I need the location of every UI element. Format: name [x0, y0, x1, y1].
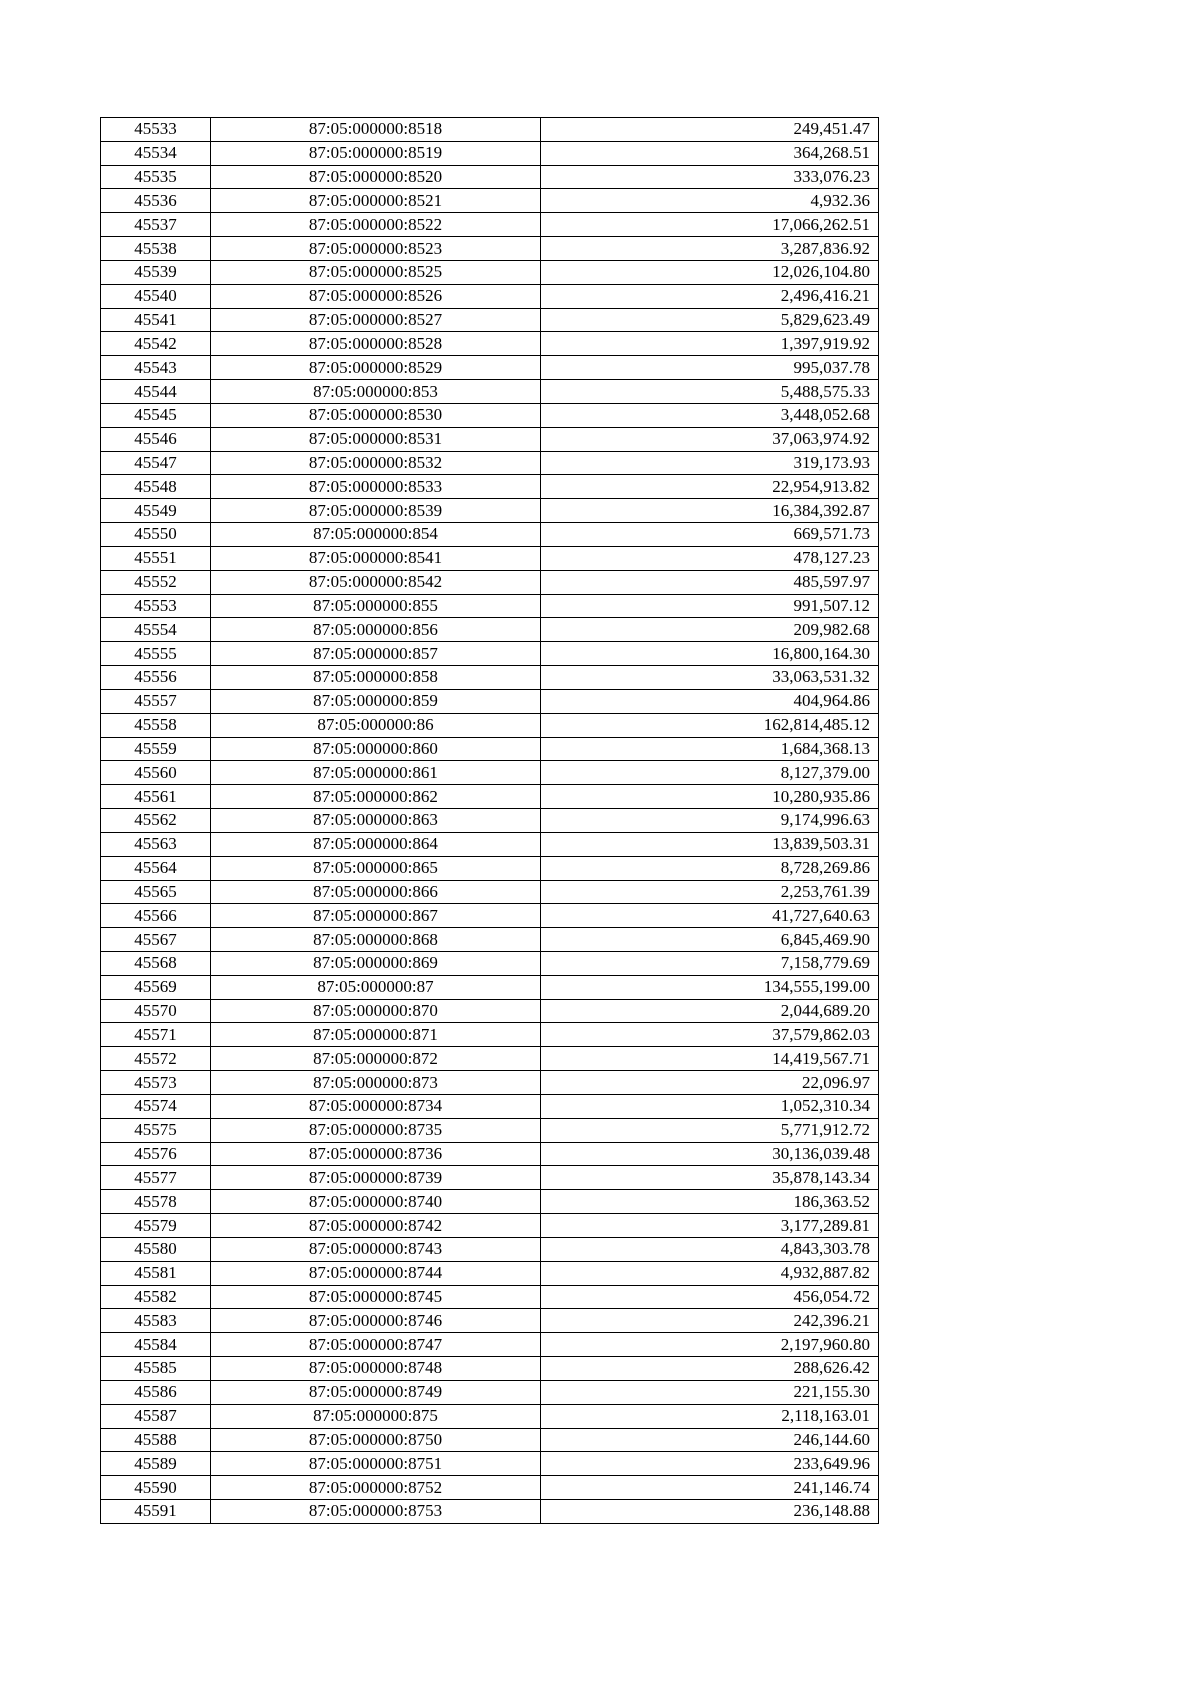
value-cell: 246,144.60 [541, 1428, 879, 1452]
cadastral-number-cell: 87:05:000000:8747 [211, 1333, 541, 1357]
row-number-cell: 45580 [101, 1237, 211, 1261]
table-row [101, 1047, 879, 1071]
row-number-cell: 45544 [101, 380, 211, 404]
row-number-cell: 45566 [101, 904, 211, 928]
cadastral-number-cell: 87:05:000000:8753 [211, 1500, 541, 1524]
cadastral-number-cell: 87:05:000000:8521 [211, 189, 541, 213]
cadastral-number-cell: 87:05:000000:8746 [211, 1309, 541, 1333]
row-number-cell: 45585 [101, 1357, 211, 1381]
value-cell: 3,448,052.68 [541, 403, 879, 427]
cadastral-number-cell: 87:05:000000:8525 [211, 260, 541, 284]
cadastral-number-cell: 87:05:000000:8539 [211, 499, 541, 523]
row-number-cell: 45582 [101, 1285, 211, 1309]
value-cell: 22,096.97 [541, 1071, 879, 1095]
cadastral-number-cell: 87:05:000000:8530 [211, 403, 541, 427]
value-cell: 5,829,623.49 [541, 308, 879, 332]
value-cell: 162,814,485.12 [541, 713, 879, 737]
table-row [101, 1333, 879, 1357]
row-number-cell: 45563 [101, 832, 211, 856]
cadastral-number-cell: 87:05:000000:87 [211, 975, 541, 999]
row-number-cell: 45552 [101, 570, 211, 594]
cadastral-number-cell: 87:05:000000:861 [211, 761, 541, 785]
value-cell: 4,843,303.78 [541, 1237, 879, 1261]
cadastral-number-cell: 87:05:000000:864 [211, 832, 541, 856]
row-number-cell: 45557 [101, 689, 211, 713]
table-row [101, 1357, 879, 1381]
row-number-cell: 45546 [101, 427, 211, 451]
table-row [101, 1500, 879, 1524]
row-number-cell: 45549 [101, 499, 211, 523]
value-cell: 404,964.86 [541, 689, 879, 713]
row-number-cell: 45578 [101, 1190, 211, 1214]
row-number-cell: 45547 [101, 451, 211, 475]
row-number-cell: 45589 [101, 1452, 211, 1476]
value-cell: 7,158,779.69 [541, 951, 879, 975]
cadastral-number-cell: 87:05:000000:8734 [211, 1094, 541, 1118]
table-row [101, 427, 879, 451]
value-cell: 456,054.72 [541, 1285, 879, 1309]
value-cell: 991,507.12 [541, 594, 879, 618]
row-number-cell: 45539 [101, 260, 211, 284]
row-number-cell: 45583 [101, 1309, 211, 1333]
row-number-cell: 45550 [101, 523, 211, 547]
cadastral-number-cell: 87:05:000000:875 [211, 1404, 541, 1428]
cadastral-number-cell: 87:05:000000:8749 [211, 1380, 541, 1404]
table-row [101, 1237, 879, 1261]
table-row [101, 1428, 879, 1452]
cadastral-number-cell: 87:05:000000:8744 [211, 1261, 541, 1285]
cadastral-number-cell: 87:05:000000:8519 [211, 141, 541, 165]
table-row [101, 356, 879, 380]
value-cell: 669,571.73 [541, 523, 879, 547]
cadastral-number-cell: 87:05:000000:8527 [211, 308, 541, 332]
table-row [101, 165, 879, 189]
table-row [101, 594, 879, 618]
cadastral-number-cell: 87:05:000000:856 [211, 618, 541, 642]
table-row [101, 951, 879, 975]
row-number-cell: 45541 [101, 308, 211, 332]
cadastral-number-cell: 87:05:000000:857 [211, 642, 541, 666]
value-cell: 485,597.97 [541, 570, 879, 594]
value-cell: 22,954,913.82 [541, 475, 879, 499]
table-row [101, 1452, 879, 1476]
cadastral-number-cell: 87:05:000000:868 [211, 928, 541, 952]
table-row [101, 1166, 879, 1190]
value-cell: 16,800,164.30 [541, 642, 879, 666]
table-row [101, 308, 879, 332]
value-cell: 236,148.88 [541, 1500, 879, 1524]
cadastral-number-cell: 87:05:000000:859 [211, 689, 541, 713]
cadastral-number-cell: 87:05:000000:8518 [211, 118, 541, 142]
table-row [101, 999, 879, 1023]
value-cell: 3,177,289.81 [541, 1214, 879, 1238]
row-number-cell: 45584 [101, 1333, 211, 1357]
value-cell: 37,579,862.03 [541, 1023, 879, 1047]
table-row [101, 1476, 879, 1500]
row-number-cell: 45559 [101, 737, 211, 761]
table-row [101, 118, 879, 142]
value-cell: 333,076.23 [541, 165, 879, 189]
table-body [101, 118, 879, 1524]
value-cell: 2,118,163.01 [541, 1404, 879, 1428]
row-number-cell: 45572 [101, 1047, 211, 1071]
table-row [101, 1214, 879, 1238]
value-cell: 2,044,689.20 [541, 999, 879, 1023]
table-row [101, 856, 879, 880]
cadastral-number-cell: 87:05:000000:86 [211, 713, 541, 737]
value-cell: 17,066,262.51 [541, 213, 879, 237]
cadastral-number-cell: 87:05:000000:8528 [211, 332, 541, 356]
value-cell: 1,684,368.13 [541, 737, 879, 761]
row-number-cell: 45588 [101, 1428, 211, 1452]
row-number-cell: 45577 [101, 1166, 211, 1190]
cadastral-number-cell: 87:05:000000:8523 [211, 237, 541, 261]
table-row [101, 785, 879, 809]
row-number-cell: 45537 [101, 213, 211, 237]
cadastral-number-cell: 87:05:000000:8531 [211, 427, 541, 451]
row-number-cell: 45567 [101, 928, 211, 952]
row-number-cell: 45569 [101, 975, 211, 999]
table-row [101, 284, 879, 308]
value-cell: 319,173.93 [541, 451, 879, 475]
value-cell: 16,384,392.87 [541, 499, 879, 523]
value-cell: 1,052,310.34 [541, 1094, 879, 1118]
row-number-cell: 45587 [101, 1404, 211, 1428]
row-number-cell: 45562 [101, 809, 211, 833]
cadastral-number-cell: 87:05:000000:8740 [211, 1190, 541, 1214]
row-number-cell: 45534 [101, 141, 211, 165]
row-number-cell: 45560 [101, 761, 211, 785]
value-cell: 8,127,379.00 [541, 761, 879, 785]
cadastral-number-cell: 87:05:000000:863 [211, 809, 541, 833]
value-cell: 9,174,996.63 [541, 809, 879, 833]
table-row [101, 189, 879, 213]
cadastral-number-cell: 87:05:000000:853 [211, 380, 541, 404]
value-cell: 30,136,039.48 [541, 1142, 879, 1166]
table-row [101, 237, 879, 261]
cadastral-number-cell: 87:05:000000:854 [211, 523, 541, 547]
row-number-cell: 45536 [101, 189, 211, 213]
cadastral-number-cell: 87:05:000000:8532 [211, 451, 541, 475]
value-cell: 5,771,912.72 [541, 1118, 879, 1142]
table-row [101, 1380, 879, 1404]
value-cell: 5,488,575.33 [541, 380, 879, 404]
cadastral-number-cell: 87:05:000000:8742 [211, 1214, 541, 1238]
value-cell: 478,127.23 [541, 546, 879, 570]
cadastral-number-cell: 87:05:000000:8735 [211, 1118, 541, 1142]
cadastral-number-cell: 87:05:000000:871 [211, 1023, 541, 1047]
row-number-cell: 45543 [101, 356, 211, 380]
row-number-cell: 45570 [101, 999, 211, 1023]
cadastral-number-cell: 87:05:000000:869 [211, 951, 541, 975]
value-cell: 4,932,887.82 [541, 1261, 879, 1285]
cadastral-number-cell: 87:05:000000:8743 [211, 1237, 541, 1261]
value-cell: 8,728,269.86 [541, 856, 879, 880]
table-row [101, 642, 879, 666]
table-row [101, 1071, 879, 1095]
row-number-cell: 45581 [101, 1261, 211, 1285]
row-number-cell: 45542 [101, 332, 211, 356]
table-row [101, 570, 879, 594]
row-number-cell: 45574 [101, 1094, 211, 1118]
table-row [101, 761, 879, 785]
cadastral-number-cell: 87:05:000000:870 [211, 999, 541, 1023]
row-number-cell: 45568 [101, 951, 211, 975]
table-row [101, 904, 879, 928]
table-row [101, 880, 879, 904]
table-row [101, 1118, 879, 1142]
value-cell: 233,649.96 [541, 1452, 879, 1476]
table-row [101, 1190, 879, 1214]
table-row [101, 260, 879, 284]
value-cell: 241,146.74 [541, 1476, 879, 1500]
row-number-cell: 45538 [101, 237, 211, 261]
cadastral-number-cell: 87:05:000000:8520 [211, 165, 541, 189]
cadastral-number-cell: 87:05:000000:872 [211, 1047, 541, 1071]
cadastral-number-cell: 87:05:000000:8752 [211, 1476, 541, 1500]
table-row [101, 975, 879, 999]
cadastral-number-cell: 87:05:000000:8533 [211, 475, 541, 499]
row-number-cell: 45591 [101, 1500, 211, 1524]
cadastral-number-cell: 87:05:000000:8745 [211, 1285, 541, 1309]
cadastral-number-cell: 87:05:000000:8526 [211, 284, 541, 308]
row-number-cell: 45565 [101, 880, 211, 904]
cadastral-number-cell: 87:05:000000:8748 [211, 1357, 541, 1381]
table-row [101, 1309, 879, 1333]
table-row [101, 713, 879, 737]
row-number-cell: 45586 [101, 1380, 211, 1404]
value-cell: 3,287,836.92 [541, 237, 879, 261]
value-cell: 12,026,104.80 [541, 260, 879, 284]
table-row [101, 475, 879, 499]
row-number-cell: 45548 [101, 475, 211, 499]
value-cell: 2,496,416.21 [541, 284, 879, 308]
cadastral-number-cell: 87:05:000000:858 [211, 666, 541, 690]
row-number-cell: 45551 [101, 546, 211, 570]
row-number-cell: 45554 [101, 618, 211, 642]
table-row [101, 141, 879, 165]
row-number-cell: 45556 [101, 666, 211, 690]
table-row [101, 213, 879, 237]
cadastral-number-cell: 87:05:000000:8736 [211, 1142, 541, 1166]
value-cell: 35,878,143.34 [541, 1166, 879, 1190]
table-row [101, 737, 879, 761]
cadastral-number-cell: 87:05:000000:855 [211, 594, 541, 618]
value-cell: 2,197,960.80 [541, 1333, 879, 1357]
value-cell: 186,363.52 [541, 1190, 879, 1214]
row-number-cell: 45540 [101, 284, 211, 308]
value-cell: 33,063,531.32 [541, 666, 879, 690]
row-number-cell: 45576 [101, 1142, 211, 1166]
row-number-cell: 45553 [101, 594, 211, 618]
data-table [100, 117, 879, 1524]
value-cell: 37,063,974.92 [541, 427, 879, 451]
table-row [101, 1261, 879, 1285]
table-row [101, 809, 879, 833]
row-number-cell: 45564 [101, 856, 211, 880]
row-number-cell: 45533 [101, 118, 211, 142]
table-row [101, 451, 879, 475]
cadastral-number-cell: 87:05:000000:8541 [211, 546, 541, 570]
table-row [101, 380, 879, 404]
value-cell: 249,451.47 [541, 118, 879, 142]
cadastral-number-cell: 87:05:000000:862 [211, 785, 541, 809]
row-number-cell: 45561 [101, 785, 211, 809]
value-cell: 4,932.36 [541, 189, 879, 213]
table-row [101, 1094, 879, 1118]
value-cell: 6,845,469.90 [541, 928, 879, 952]
row-number-cell: 45590 [101, 1476, 211, 1500]
cadastral-number-cell: 87:05:000000:867 [211, 904, 541, 928]
row-number-cell: 45571 [101, 1023, 211, 1047]
table-row [101, 1142, 879, 1166]
table-row [101, 618, 879, 642]
value-cell: 2,253,761.39 [541, 880, 879, 904]
value-cell: 995,037.78 [541, 356, 879, 380]
table-row [101, 499, 879, 523]
cadastral-number-cell: 87:05:000000:8750 [211, 1428, 541, 1452]
value-cell: 242,396.21 [541, 1309, 879, 1333]
cadastral-number-cell: 87:05:000000:866 [211, 880, 541, 904]
table-row [101, 1404, 879, 1428]
value-cell: 14,419,567.71 [541, 1047, 879, 1071]
value-cell: 10,280,935.86 [541, 785, 879, 809]
table-row [101, 666, 879, 690]
table-row [101, 523, 879, 547]
row-number-cell: 45545 [101, 403, 211, 427]
cadastral-number-cell: 87:05:000000:865 [211, 856, 541, 880]
cadastral-number-cell: 87:05:000000:8529 [211, 356, 541, 380]
row-number-cell: 45579 [101, 1214, 211, 1238]
table-row [101, 928, 879, 952]
table-row [101, 689, 879, 713]
row-number-cell: 45558 [101, 713, 211, 737]
value-cell: 41,727,640.63 [541, 904, 879, 928]
table-row [101, 832, 879, 856]
value-cell: 1,397,919.92 [541, 332, 879, 356]
row-number-cell: 45555 [101, 642, 211, 666]
table-row [101, 1285, 879, 1309]
table-row [101, 403, 879, 427]
cadastral-number-cell: 87:05:000000:873 [211, 1071, 541, 1095]
cadastral-number-cell: 87:05:000000:8522 [211, 213, 541, 237]
value-cell: 209,982.68 [541, 618, 879, 642]
value-cell: 364,268.51 [541, 141, 879, 165]
cadastral-number-cell: 87:05:000000:860 [211, 737, 541, 761]
cadastral-number-cell: 87:05:000000:8542 [211, 570, 541, 594]
value-cell: 134,555,199.00 [541, 975, 879, 999]
cadastral-number-cell: 87:05:000000:8751 [211, 1452, 541, 1476]
value-cell: 288,626.42 [541, 1357, 879, 1381]
table-row [101, 546, 879, 570]
value-cell: 221,155.30 [541, 1380, 879, 1404]
row-number-cell: 45573 [101, 1071, 211, 1095]
table-row [101, 1023, 879, 1047]
row-number-cell: 45575 [101, 1118, 211, 1142]
row-number-cell: 45535 [101, 165, 211, 189]
cadastral-number-cell: 87:05:000000:8739 [211, 1166, 541, 1190]
value-cell: 13,839,503.31 [541, 832, 879, 856]
table-row [101, 332, 879, 356]
